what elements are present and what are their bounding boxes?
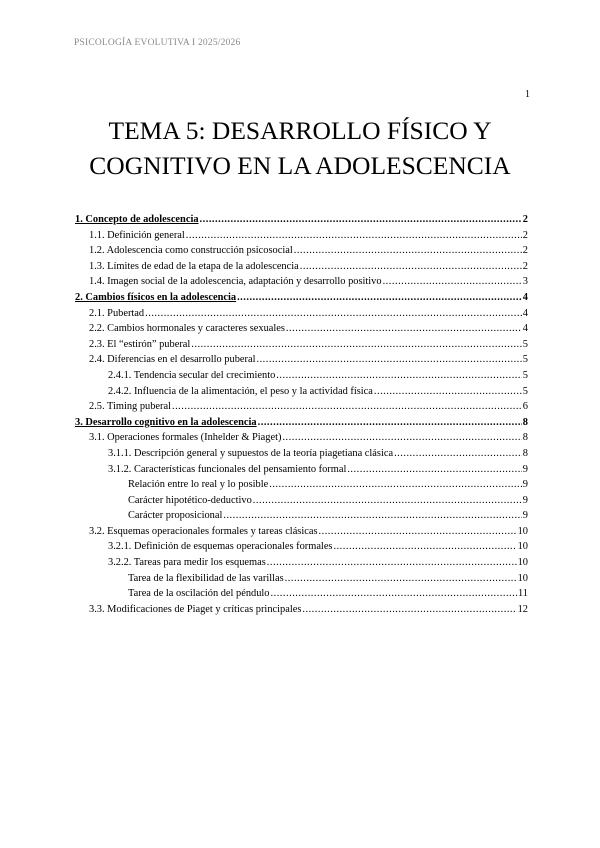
toc-entry[interactable] bbox=[75, 386, 528, 402]
toc-entry[interactable] bbox=[75, 510, 528, 526]
table-of-contents bbox=[75, 214, 528, 619]
toc-entry[interactable] bbox=[75, 214, 528, 230]
toc-leader-dots bbox=[258, 417, 522, 428]
toc-entry-title: 3.1.2. Características funcionales del pensamiento formal bbox=[108, 463, 347, 475]
toc-entry-title: 3.2. Esquemas operacionales formales y tareas clásicas bbox=[89, 525, 318, 537]
toc-entry-title: 1.2. Adolescencia como construcción psicosocial bbox=[89, 245, 293, 257]
toc-leader-dots bbox=[267, 557, 517, 568]
toc-entry-title: 1. Concepto de adolescencia bbox=[75, 214, 199, 225]
toc-entry[interactable] bbox=[75, 261, 528, 277]
toc-leader-dots bbox=[276, 370, 522, 381]
toc-entry-page: 10 bbox=[517, 525, 528, 537]
toc-entry[interactable] bbox=[75, 245, 528, 261]
toc-entry-title: 1.1. Definición general bbox=[89, 229, 185, 241]
toc-leader-dots bbox=[383, 276, 522, 287]
toc-entry[interactable] bbox=[75, 370, 528, 386]
toc-entry-page: 6 bbox=[522, 401, 528, 413]
toc-entry-title: 3.3. Modificaciones de Piaget y críticas principales bbox=[89, 603, 302, 615]
toc-entry-title: 2. Cambios físicos en la adolescencia bbox=[75, 291, 237, 303]
toc-leader-dots bbox=[333, 541, 516, 552]
toc-entry[interactable] bbox=[75, 588, 528, 604]
toc-entry[interactable] bbox=[75, 557, 528, 573]
toc-entry[interactable] bbox=[75, 292, 528, 308]
toc-leader-dots bbox=[347, 464, 521, 475]
toc-leader-dots bbox=[256, 354, 521, 365]
toc-leader-dots bbox=[223, 510, 521, 521]
toc-entry[interactable] bbox=[75, 323, 528, 339]
toc-leader-dots bbox=[253, 495, 522, 506]
toc-entry[interactable] bbox=[75, 401, 528, 417]
toc-entry-title: 2.4.1. Tendencia secular del crecimiento bbox=[108, 369, 276, 381]
toc-entry-page: 10 bbox=[517, 541, 528, 553]
toc-leader-dots bbox=[191, 339, 522, 350]
toc-leader-dots bbox=[374, 386, 522, 397]
toc-entry-page: 2 bbox=[522, 214, 528, 225]
toc-leader-dots bbox=[300, 261, 522, 272]
toc-leader-dots bbox=[200, 214, 522, 225]
toc-leader-dots bbox=[394, 448, 522, 459]
toc-leader-dots bbox=[186, 230, 522, 241]
toc-entry-title: 3.2.2. Tareas para medir los esquemas bbox=[108, 557, 266, 569]
toc-entry-page: 8 bbox=[522, 447, 528, 459]
page-number: 1 bbox=[525, 89, 530, 100]
toc-entry-title: 2.3. El “estirón” puberal bbox=[89, 338, 191, 350]
toc-leader-dots bbox=[271, 588, 517, 599]
toc-entry-title: 2.5. Timing puberal bbox=[89, 401, 171, 413]
running-header: PSICOLOGÍA EVOLUTIVA I 2025/2026 bbox=[74, 38, 241, 48]
toc-entry[interactable] bbox=[75, 604, 528, 620]
toc-leader-dots bbox=[294, 245, 522, 256]
toc-entry-title: Tarea de la flexibilidad de las varillas bbox=[128, 572, 284, 584]
toc-entry[interactable] bbox=[75, 230, 528, 246]
toc-entry-title: 3.1.1. Descripción general y supuestos de la teoría piagetiana clásica bbox=[108, 447, 394, 459]
toc-entry-page: 12 bbox=[517, 603, 528, 615]
toc-entry[interactable] bbox=[75, 448, 528, 464]
toc-entry[interactable] bbox=[75, 354, 528, 370]
toc-entry-page: 8 bbox=[522, 432, 528, 444]
title-line-1: TEMA 5: DESARROLLO FÍSICO Y bbox=[108, 116, 492, 145]
toc-entry[interactable] bbox=[75, 432, 528, 448]
toc-entry-title: 3.1. Operaciones formales (Inhelder & Piaget) bbox=[89, 432, 282, 444]
document-title bbox=[60, 113, 540, 183]
toc-entry-title: Carácter hipotético-deductivo bbox=[128, 494, 252, 506]
toc-entry-page: 9 bbox=[522, 510, 528, 522]
toc-entry-title: Carácter proposicional bbox=[128, 510, 223, 522]
toc-entry-page: 2 bbox=[522, 245, 528, 257]
toc-entry[interactable] bbox=[75, 495, 528, 511]
toc-entry-title: 2.1. Pubertad bbox=[89, 307, 145, 319]
toc-entry-page: 5 bbox=[522, 385, 528, 397]
toc-entry-page: 5 bbox=[522, 338, 528, 350]
toc-entry[interactable] bbox=[75, 464, 528, 480]
toc-entry-page: 10 bbox=[517, 557, 528, 569]
toc-entry-page: 9 bbox=[522, 494, 528, 506]
toc-entry-page: 10 bbox=[517, 572, 528, 584]
toc-entry[interactable] bbox=[75, 417, 528, 433]
toc-entry-page: 2 bbox=[522, 260, 528, 272]
toc-entry[interactable] bbox=[75, 573, 528, 589]
toc-leader-dots bbox=[282, 432, 521, 443]
toc-entry-title: 2.2. Cambios hormonales y caracteres sexuales bbox=[89, 323, 285, 335]
toc-entry[interactable] bbox=[75, 526, 528, 542]
toc-entry-page: 4 bbox=[522, 307, 528, 319]
toc-leader-dots bbox=[302, 604, 516, 615]
toc-leader-dots bbox=[145, 308, 522, 319]
toc-entry-page: 4 bbox=[522, 323, 528, 335]
toc-entry[interactable] bbox=[75, 479, 528, 495]
toc-leader-dots bbox=[172, 401, 522, 412]
toc-entry-page: 5 bbox=[522, 369, 528, 381]
toc-entry-title: 1.3. Límites de edad de la etapa de la adolescencia bbox=[89, 260, 299, 272]
toc-entry-title: 2.4. Diferencias en el desarrollo puberal bbox=[89, 354, 256, 366]
toc-entry-page: 9 bbox=[522, 479, 528, 491]
toc-entry-title: Relación entre lo real y lo posible bbox=[128, 479, 269, 491]
toc-entry-title: 2.4.2. Influencia de la alimentación, el peso y la actividad física bbox=[108, 385, 373, 397]
toc-entry[interactable] bbox=[75, 541, 528, 557]
toc-entry-title: 3.2.1. Definición de esquemas operacionales formales bbox=[108, 541, 333, 553]
toc-leader-dots bbox=[286, 323, 522, 334]
toc-entry[interactable] bbox=[75, 276, 528, 292]
toc-entry-page: 11 bbox=[517, 588, 528, 600]
toc-entry-page: 9 bbox=[522, 463, 528, 475]
toc-entry-title: 3. Desarrollo cognitivo en la adolescencia bbox=[75, 416, 257, 428]
toc-entry-page: 2 bbox=[522, 229, 528, 241]
toc-leader-dots bbox=[269, 479, 522, 490]
title-line-2: COGNITIVO EN LA ADOLESCENCIA bbox=[89, 151, 511, 180]
toc-entry-page: 4 bbox=[522, 291, 528, 303]
toc-entry-title: Tarea de la oscilación del péndulo bbox=[128, 588, 270, 600]
toc-entry-page: 5 bbox=[522, 354, 528, 366]
toc-entry[interactable] bbox=[75, 308, 528, 324]
toc-leader-dots bbox=[319, 526, 517, 537]
toc-entry[interactable] bbox=[75, 339, 528, 355]
toc-entry-title: 1.4. Imagen social de la adolescencia, adaptación y desarrollo positivo bbox=[89, 276, 382, 288]
toc-leader-dots bbox=[237, 292, 522, 303]
toc-entry-page: 3 bbox=[522, 276, 528, 288]
toc-leader-dots bbox=[285, 573, 517, 584]
toc-entry-page: 8 bbox=[522, 416, 528, 428]
